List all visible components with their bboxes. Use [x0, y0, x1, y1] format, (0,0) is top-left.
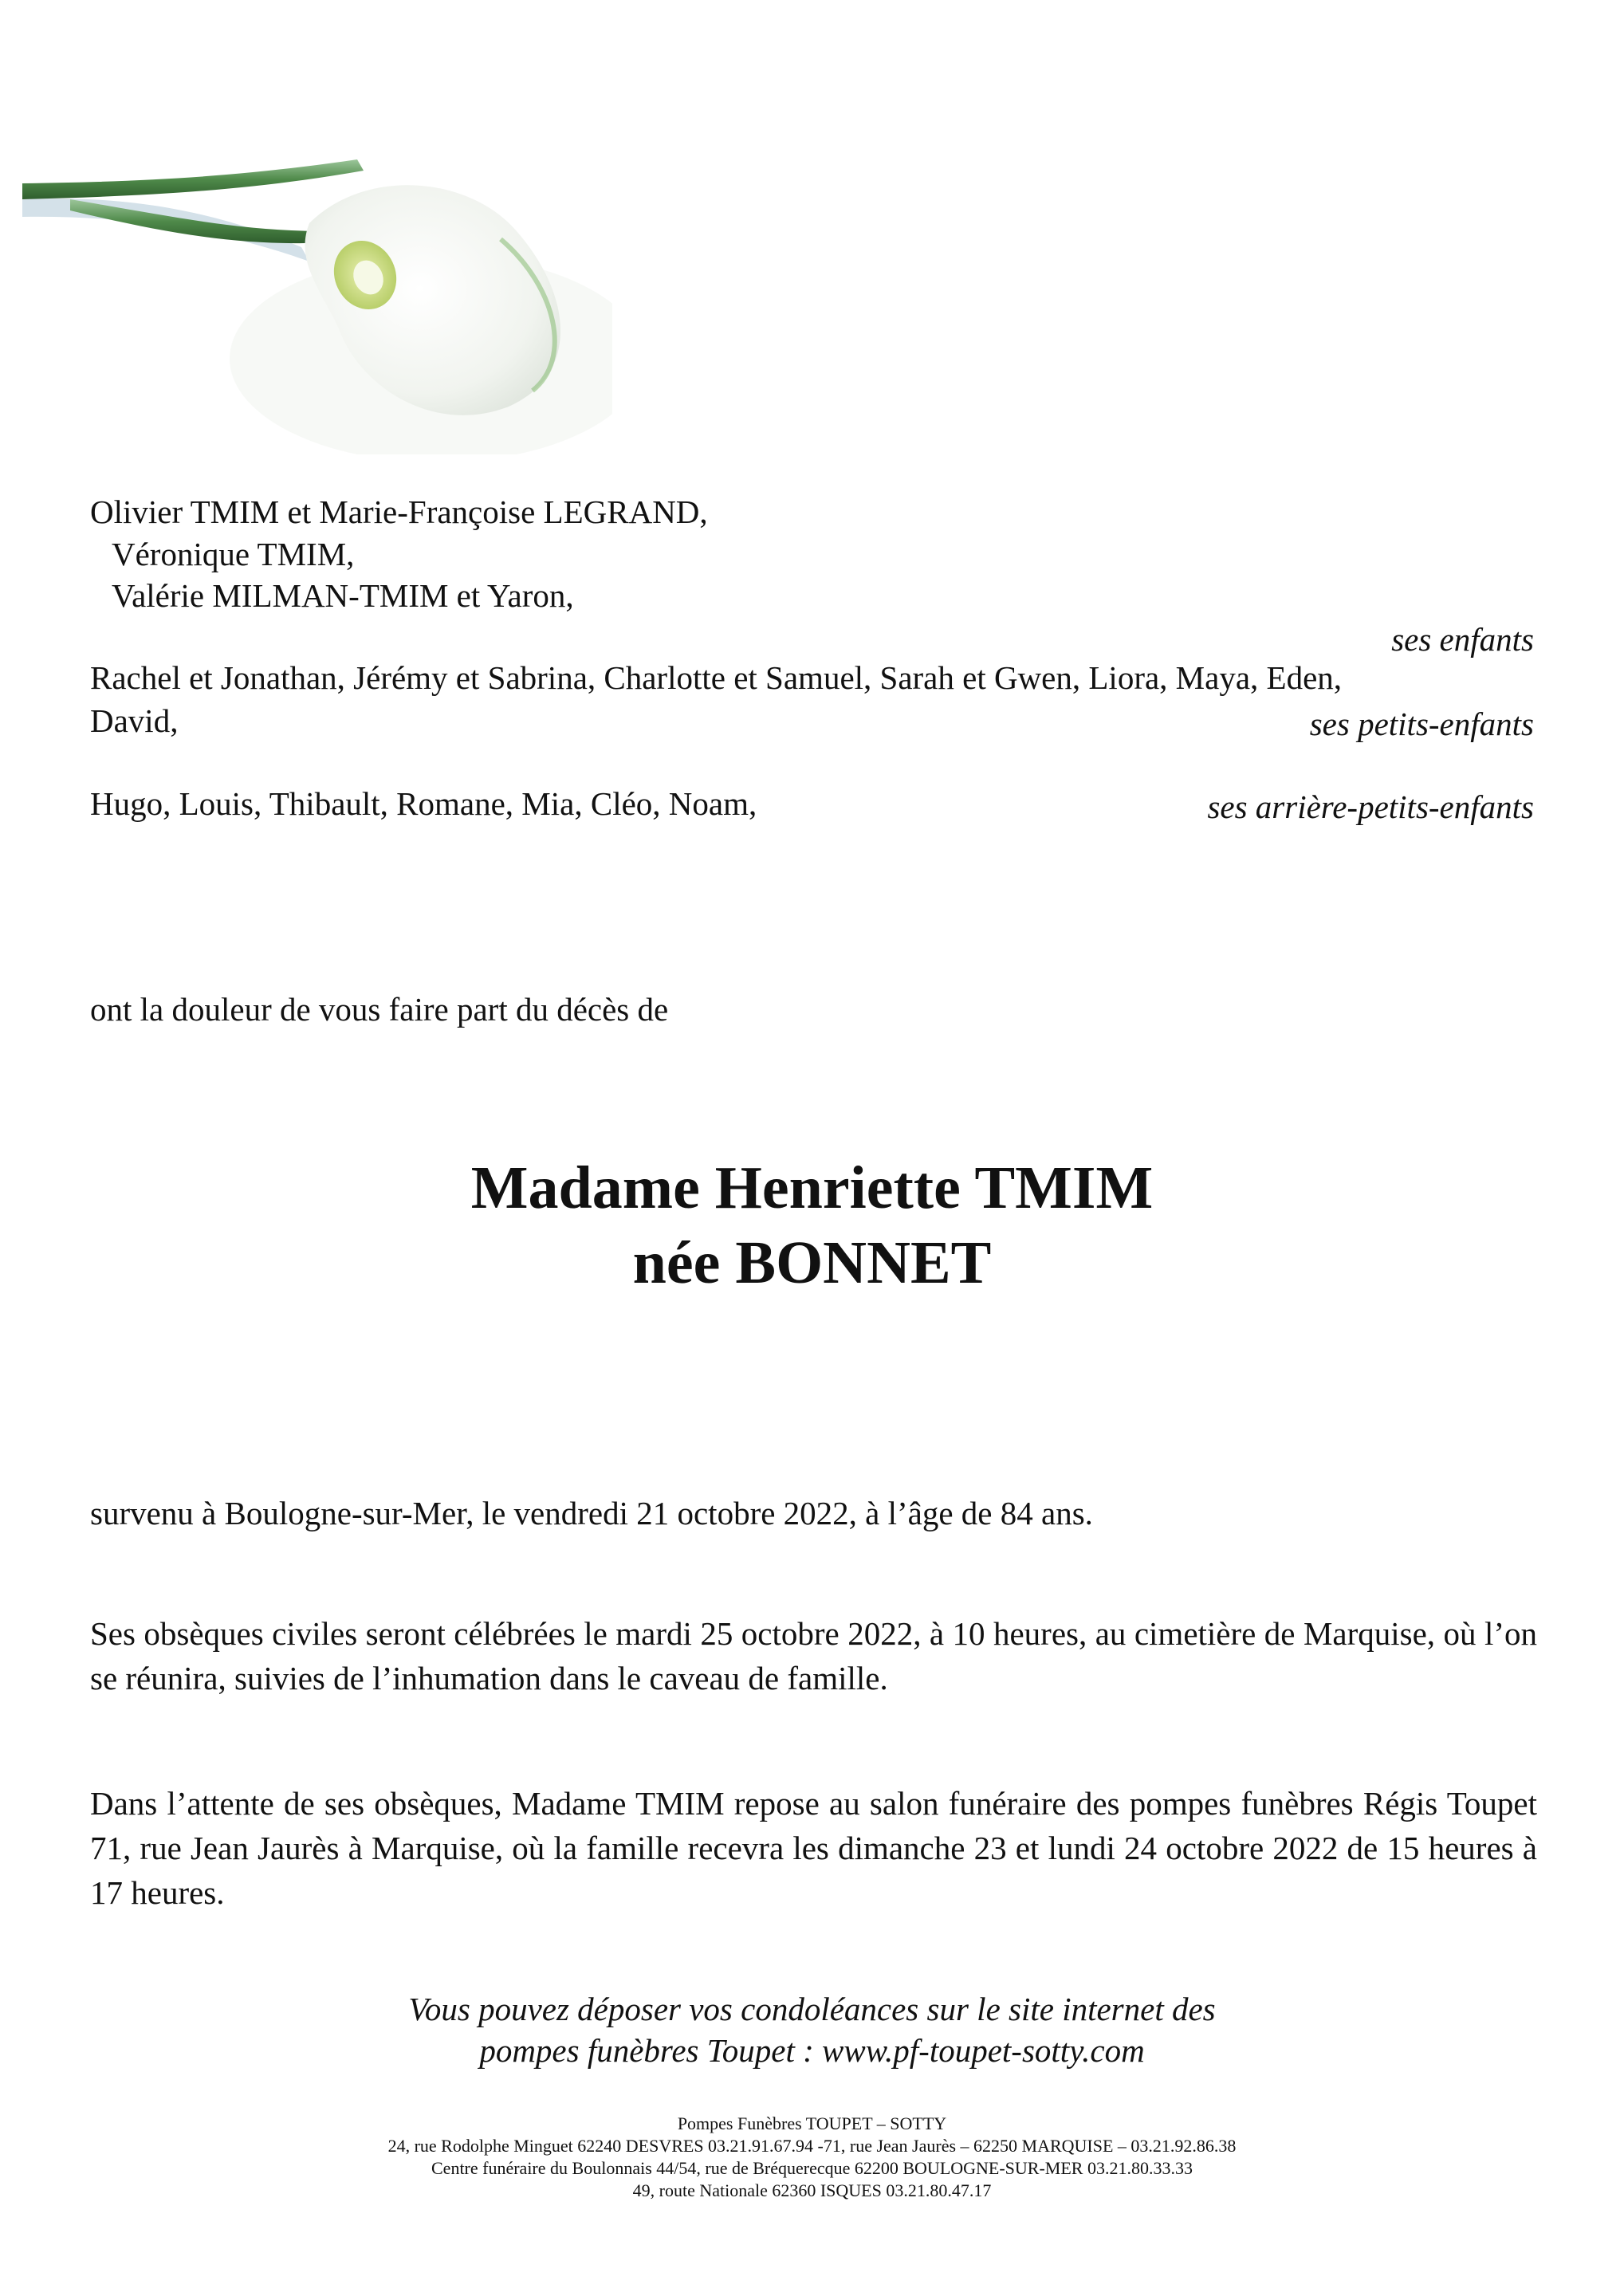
footer-company: Pompes Funèbres TOUPET – SOTTY — [677, 2113, 947, 2133]
funeral-info: Ses obsèques civiles seront célébrées le mardi 25 octobre 2022, à 10 heures, au cimetière de Marquise, où l’on se réunira, suivies de l’inhumation dans le caveau de famille. — [90, 1615, 1537, 1696]
grandchildren-line-1: Rachel et Jonathan, Jérémy et Sabrina, Charlotte et Samuel, Sarah et Gwen, Liora, Maya, Eden, — [90, 659, 1343, 696]
deceased-name: Madame Henriette TMIM — [470, 1154, 1154, 1221]
great-grandchildren-line: Hugo, Louis, Thibault, Romane, Mia, Cléo, Noam, — [90, 785, 757, 822]
condolences-line-1: Vous pouvez déposer vos condoléances sur le site internet des — [408, 1991, 1216, 2027]
child-line-3: Valérie MILMAN-TMIM et Yaron, — [112, 577, 574, 614]
great-grandchildren-label: ses arrière-petits-enfants — [1207, 788, 1534, 825]
footer-address-1: 24, rue Rodolphe Minguet 62240 DESVRES 03.21.91.67.94 -71, rue Jean Jaurès – 62250 MARQUISE – 03.21.92.86.38 — [387, 2136, 1237, 2156]
deceased-maiden-name: née BONNET — [632, 1229, 992, 1296]
visitation-info: Dans l’attente de ses obsèques, Madame TMIM repose au salon funéraire des pompes funèbres Régis Toupet 71, rue Jean Jaurès à Marquise, où la famille recevra les dimanche 23 et lundi 24 octobre 2022 de 15 heures à 17 heures. — [90, 1785, 1537, 1911]
footer-address-3: 49, route Nationale 62360 ISQUES 03.21.80.47.17 — [632, 2180, 992, 2200]
footer-address-2: Centre funéraire du Boulonnais 44/54, rue de Bréquerecque 62200 BOULOGNE-SUR-MER 03.21.80.33.33 — [431, 2158, 1193, 2178]
calla-lily-image — [22, 120, 612, 454]
announcement-text: ont la douleur de vous faire part du décès de — [90, 991, 669, 1028]
grandchildren-line-2: David, — [90, 702, 179, 739]
children-label: ses enfants — [1391, 621, 1534, 658]
condolences-line-2: pompes funèbres Toupet : www.pf-toupet-sotty.com — [479, 2032, 1145, 2069]
child-line-1: Olivier TMIM et Marie-Françoise LEGRAND, — [90, 493, 708, 530]
grandchildren-label: ses petits-enfants — [1309, 706, 1534, 742]
death-info: survenu à Boulogne-sur-Mer, le vendredi 21 octobre 2022, à l’âge de 84 ans. — [90, 1495, 1093, 1531]
child-line-2: Véronique TMIM, — [112, 536, 355, 572]
